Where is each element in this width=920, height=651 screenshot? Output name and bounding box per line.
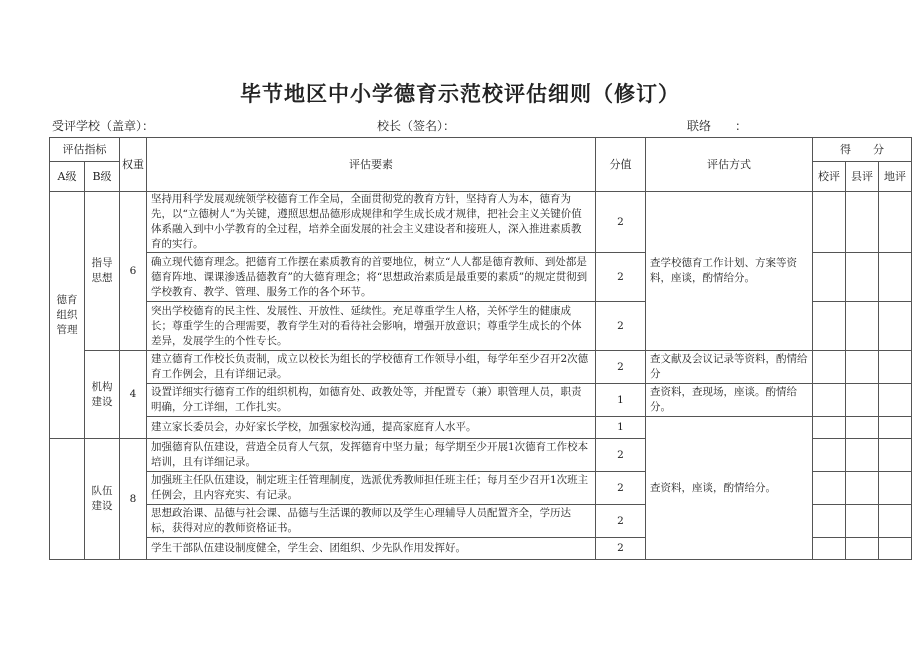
- element-text: 思想政治课、品德与社会课、品德与生活课的教师以及学生心理辅导人员配置齐全，学历达标，获得对应的教师资格证书。: [147, 505, 596, 538]
- county-score-cell: [846, 439, 879, 472]
- a-level-blank: [50, 439, 85, 560]
- score-value: 2: [596, 302, 646, 351]
- principal-label: 校长（签名）：: [377, 119, 456, 133]
- county-score-cell: [846, 384, 879, 417]
- prefecture-score-cell: [879, 538, 912, 560]
- header-prefecture-eval: 地评: [879, 162, 912, 192]
- header-county-eval: 县评: [846, 162, 879, 192]
- weight-cell: 4: [120, 351, 147, 439]
- header-weight: 权重: [120, 138, 147, 192]
- b-level-cell: 指导思想: [85, 192, 120, 351]
- school-score-cell: [813, 417, 846, 439]
- score-value: 2: [596, 351, 646, 384]
- school-label: 受评学校（盖章）：: [52, 119, 155, 133]
- county-score-cell: [846, 253, 879, 302]
- school-score-cell: [813, 351, 846, 384]
- method-text: 查学校德育工作计划、方案等资料，座谈，酌情给分。: [646, 192, 813, 351]
- prefecture-score-cell: [879, 253, 912, 302]
- county-score-cell: [846, 472, 879, 505]
- a-level-cell: 德育组织管理: [50, 192, 85, 439]
- header-method: 评估方式: [646, 138, 813, 192]
- school-score-cell: [813, 439, 846, 472]
- school-score-cell: [813, 472, 846, 505]
- score-value: 1: [596, 417, 646, 439]
- contact-label: 联络 ：: [687, 119, 748, 133]
- header-elements: 评估要素: [147, 138, 596, 192]
- b-level-cell: 机构建设: [85, 351, 120, 439]
- score-value: 1: [596, 384, 646, 417]
- school-score-cell: [813, 538, 846, 560]
- table-row: [50, 384, 912, 417]
- info-line: [0, 117, 920, 135]
- method-text: 查资料，查现场，座谈。酌情给分。: [646, 384, 813, 417]
- element-text: 加强班主任队伍建设，制定班主任管理制度，选派优秀教师担任班主任；每月至少召开1次班主任例会，且内容充实、有记录。: [147, 472, 596, 505]
- element-text: 设置详细实行德育工作的组织机构，如德育处、政教处等，并配置专（兼）职管理人员，职责明确，分工详细，工作扎实。: [147, 384, 596, 417]
- school-score-cell: [813, 253, 846, 302]
- evaluation-table: [49, 137, 912, 560]
- score-value: 2: [596, 505, 646, 538]
- header-level-a: A级: [50, 162, 85, 192]
- header-level-b: B级: [85, 162, 120, 192]
- county-score-cell: [846, 192, 879, 253]
- county-score-cell: [846, 538, 879, 560]
- prefecture-score-cell: [879, 384, 912, 417]
- prefecture-score-cell: [879, 472, 912, 505]
- method-text: 查资料，座谈，酌情给分。: [646, 417, 813, 560]
- header-school-eval: 校评: [813, 162, 846, 192]
- table-row: [50, 351, 912, 384]
- table-row: [50, 417, 912, 439]
- element-text: 学生干部队伍建设制度健全，学生会、团组织、少先队作用发挥好。: [147, 538, 596, 560]
- element-text: 建立家长委员会，办好家长学校，加强家校沟通，提高家庭育人水平。: [147, 417, 596, 439]
- weight-cell: 6: [120, 192, 147, 351]
- b-level-cell: 队伍建设: [85, 439, 120, 560]
- method-text: 查文献及会议记录等资料，酌情给分: [646, 351, 813, 384]
- school-score-cell: [813, 302, 846, 351]
- header-obtained: 得 分: [813, 138, 912, 162]
- element-text: 坚持用科学发展观统领学校德育工作全局，全面贯彻党的教育方针，坚持育人为本，德育为先，以“立德树人”为关键，遵照思想品德形成规律和学生成长成才规律，把社会主义关键价值体系融入到中小学教育的全过程，培养全面发展的社会主义建设者和接班人，深入推进素质教育的实行。: [147, 192, 596, 253]
- county-score-cell: [846, 351, 879, 384]
- school-score-cell: [813, 192, 846, 253]
- weight-cell: 8: [120, 439, 147, 560]
- county-score-cell: [846, 505, 879, 538]
- prefecture-score-cell: [879, 302, 912, 351]
- school-score-cell: [813, 384, 846, 417]
- header-score: 分值: [596, 138, 646, 192]
- school-score-cell: [813, 505, 846, 538]
- score-value: 2: [596, 192, 646, 253]
- county-score-cell: [846, 302, 879, 351]
- prefecture-score-cell: [879, 192, 912, 253]
- score-value: 2: [596, 439, 646, 472]
- score-value: 2: [596, 472, 646, 505]
- prefecture-score-cell: [879, 439, 912, 472]
- score-value: 2: [596, 538, 646, 560]
- element-text: 建立德育工作校长负责制，成立以校长为组长的学校德育工作领导小组，每学年至少召开2次德育工作例会，且有详细记录。: [147, 351, 596, 384]
- document-title: 毕节地区中小学德育示范校评估细则（修订）: [240, 81, 680, 106]
- header-indicators: 评估指标: [50, 138, 120, 162]
- score-value: 2: [596, 253, 646, 302]
- element-text: 突出学校德育的民主性、发展性、开放性、延续性。充足尊重学生人格，关怀学生的健康成长；尊重学生的合理需要，教育学生对的看待社会影响，增强开放意识；尊重学生成长的个体差异，发展学生的个性专长。: [147, 302, 596, 351]
- element-text: 确立现代德育理念。把德育工作摆在素质教育的首要地位，树立“人人都是德育教师、到处都是德育阵地、课课渗透品德教育”的大德育理念；将“思想政治素质是最重要的素质”的规定贯彻到学校教育、教学、管理、服务工作的各个环节。: [147, 253, 596, 302]
- prefecture-score-cell: [879, 351, 912, 384]
- prefecture-score-cell: [879, 417, 912, 439]
- element-text: 加强德育队伍建设，营造全员育人气氛，发挥德育中坚力量；每学期至少开展1次德育工作校本培训，且有详细记录。: [147, 439, 596, 472]
- prefecture-score-cell: [879, 505, 912, 538]
- table-row: [50, 192, 912, 253]
- county-score-cell: [846, 417, 879, 439]
